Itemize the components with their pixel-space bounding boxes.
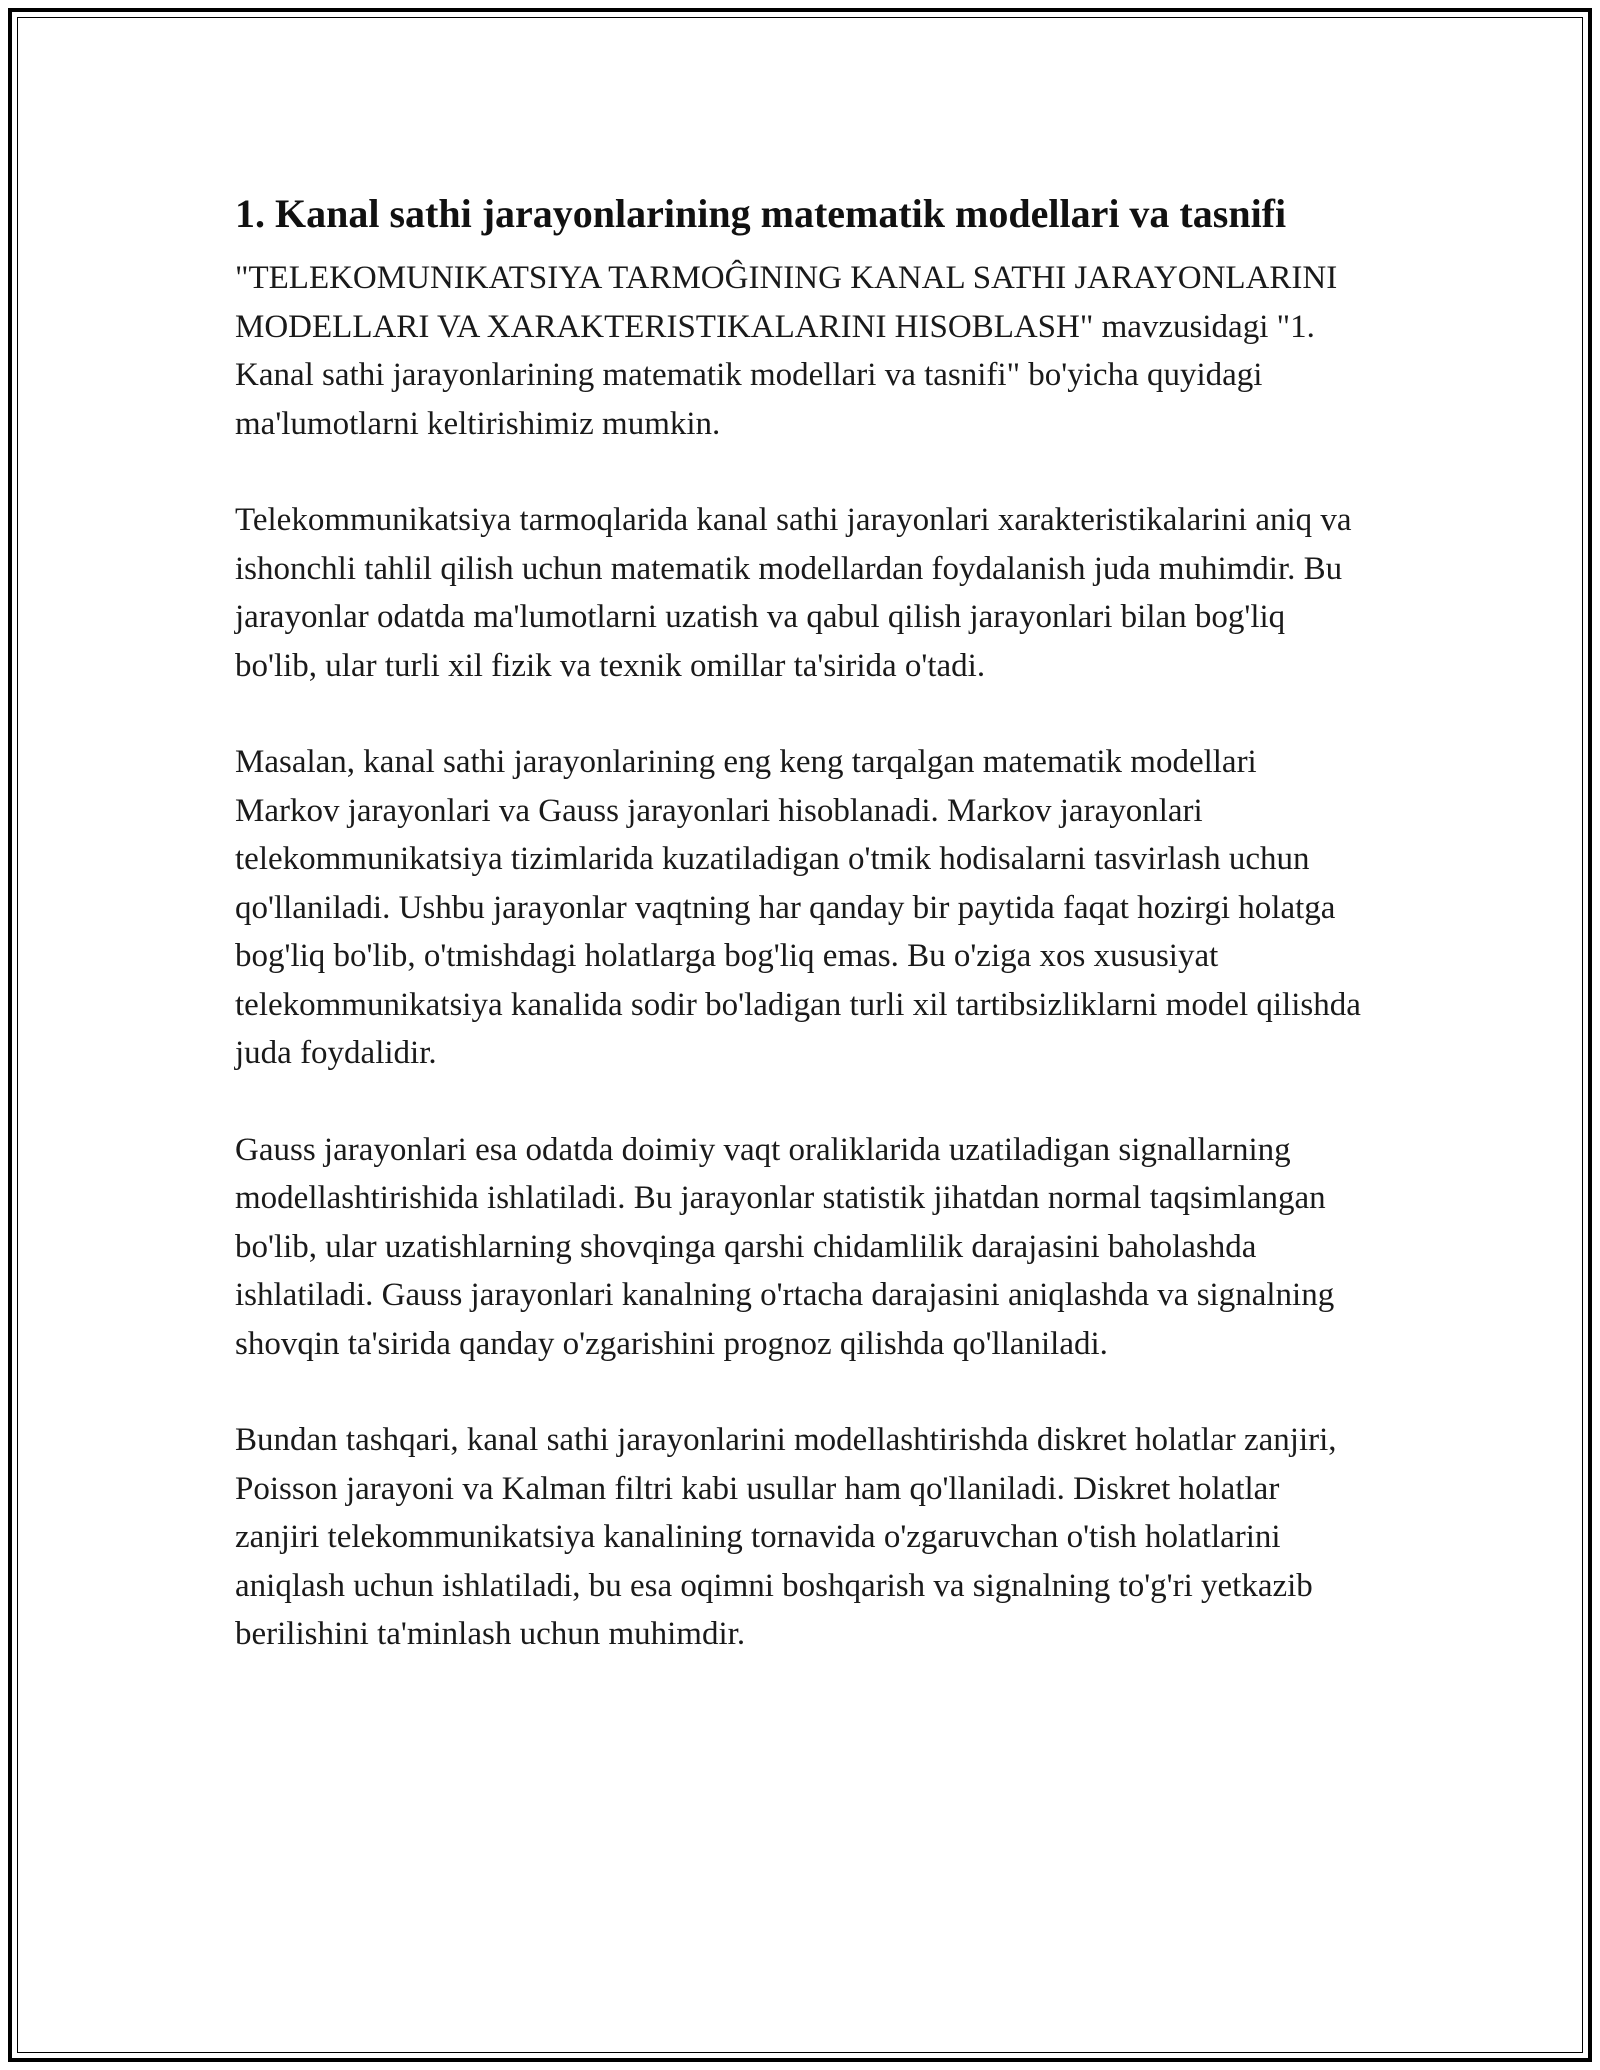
document-body [235,188,1365,1707]
paragraph-markov: Masalan, kanal sathi jarayonlarining eng keng tarqalgan matematik modellari Markov jarayonlari va Gauss jarayonlari hisoblanadi. Markov jarayonlari telekommunikatsiya tizimlarida kuzatiladigan o'tmik hodisalarni tasvirlash uchun qo'llaniladi. Ushbu jarayonlar vaqtning har qanday bir paytida faqat hozirgi holatga bog'liq bo'lib, o'tmishdagi holatlarga bog'liq emas. Bu o'ziga xos xususiyat telekommunikatsiya kanalida sodir bo'ladigan turli xil tartibsizliklarni model qilishda juda foydalidir. [235,744,1361,1071]
document-title: 1. Kanal sathi jarayonlarining matematik modellari va tasnifi [235,191,1287,236]
paragraph-gauss: Gauss jarayonlari esa odatda doimiy vaqt oraliklarida uzatiladigan signallarning modellashtirishida ishlatiladi. Bu jarayonlar statistik jihatdan normal taqsimlangan bo'lib, ular uzatishlarning shovqinga qarshi chidamlilik darajasini baholashda ishlatiladi. Gauss jarayonlari kanalning o'rtacha darajasini aniqlashda va signalning shovqin ta'sirida qanday o'zgarishini prognoz qilishda qo'llaniladi. [235,1131,1335,1362]
paragraph-other-methods: Bundan tashqari, kanal sathi jarayonlarini modellashtirishda diskret holatlar zanjiri, Poisson jarayoni va Kalman filtri kabi usullar ham qo'llaniladi. Diskret holatlar zanjiri telekommunikatsiya kanalining tornavida o'zgaruvchan o'tish holatlarini aniqlash uchun ishlatiladi, bu esa oqimni boshqarish va signalning to'g'ri yetkazib berilishini ta'minlash uchun muhimdir. [235,1422,1337,1652]
paragraph-intro: "TELEKOMUNIKATSIYA TARMOĜINING KANAL SATHI JARAYONLARINI MODELLARI VA XARAKTERISTIKALARINI HISOBLASH" mavzusidagi "1. Kanal sathi jarayonlarining matematik modellari va tasnifi" bo'yicha quyidagi ma'lumotlarni keltirishimiz mumkin. [235,260,1338,442]
paragraph-overview: Telekommunikatsiya tarmoqlarida kanal sathi jarayonlari xarakteristikalarini aniq va ishonchli tahlil qilish uchun matematik modellardan foydalanish juda muhimdir. Bu jarayonlar odatda ma'lumotlarni uzatish va qabul qilish jarayonlari bilan bog'liq bo'lib, ular turli xil fizik va texnik omillar ta'sirida o'tadi. [235,502,1352,684]
